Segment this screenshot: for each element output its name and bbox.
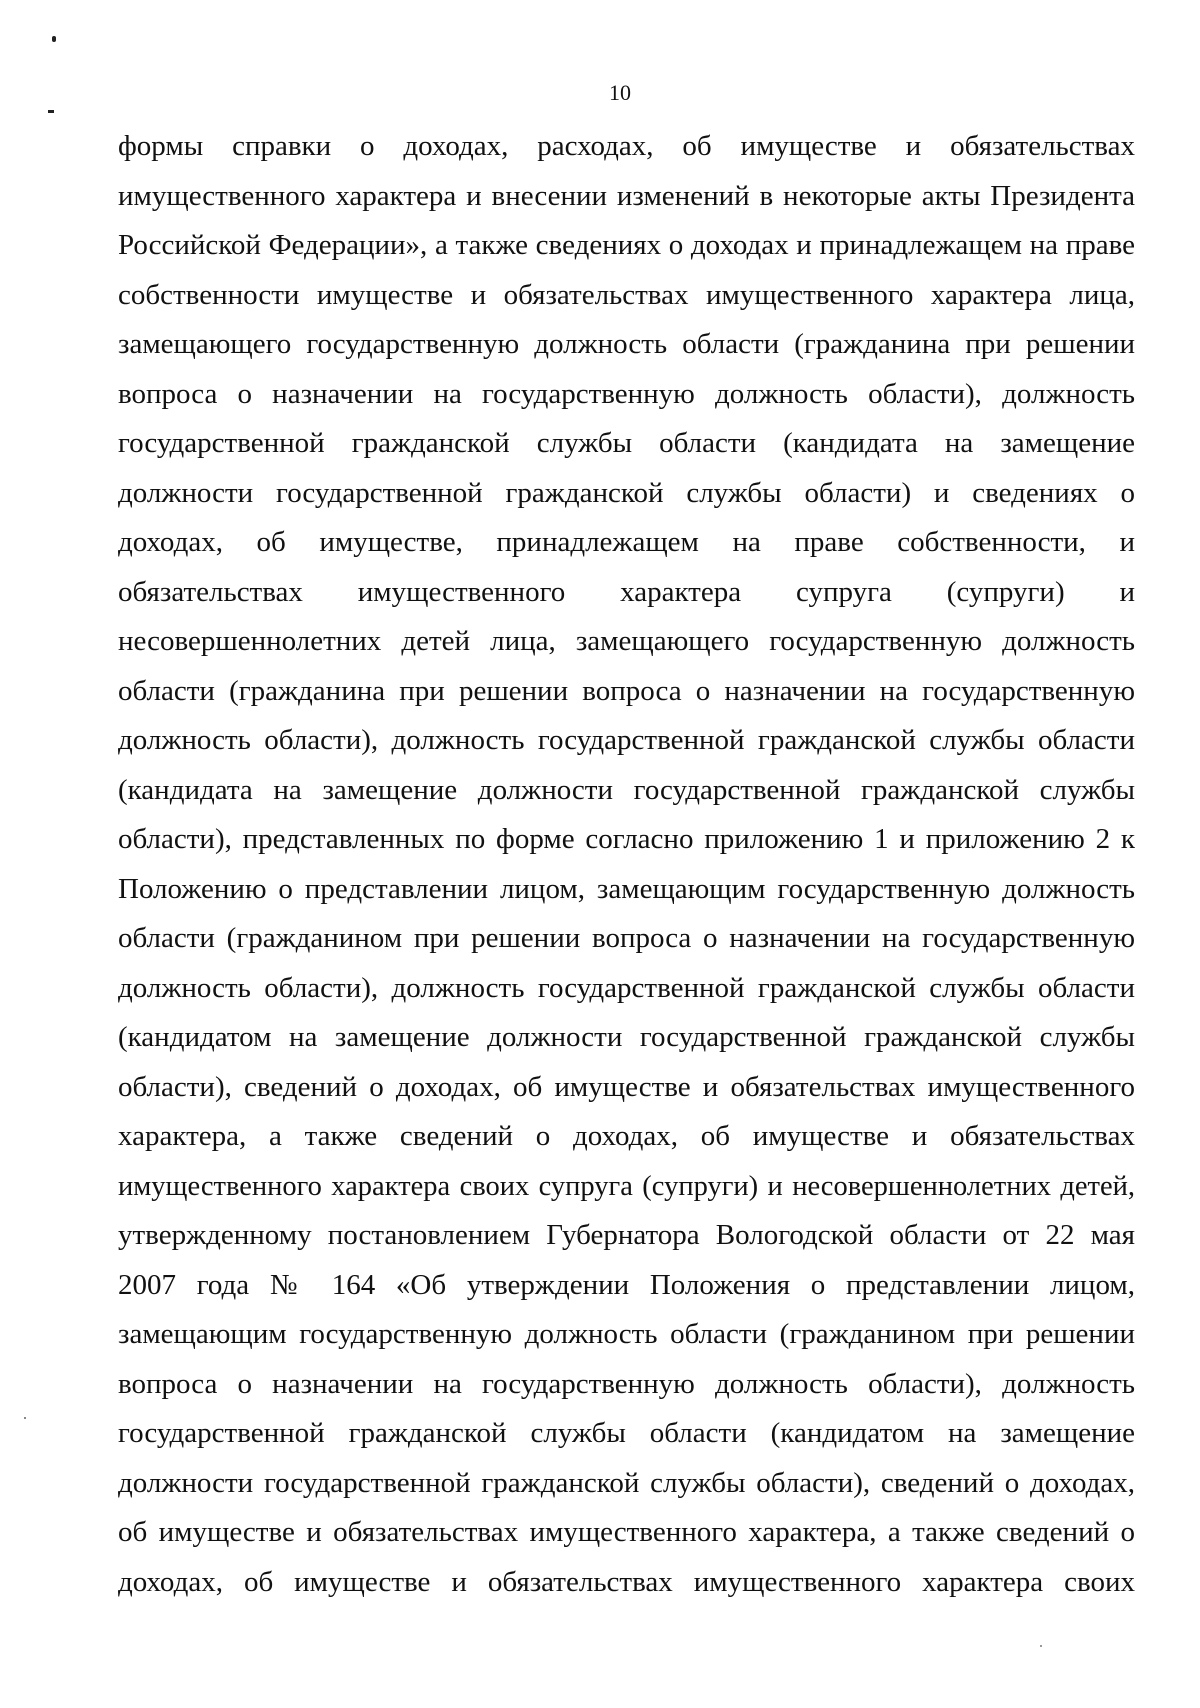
text-line: государственной гражданской службы области (кандидатом на замещение — [118, 1417, 1135, 1449]
text-line: области (гражданина при решении вопроса о назначении на государственную — [118, 674, 1135, 707]
text-line: доходах, об имуществе, принадлежащем на праве собственности, и — [118, 526, 1135, 558]
text-line: собственности имуществе и обязательствах имущественного характера лица, — [118, 278, 1135, 311]
scan-speck — [52, 36, 56, 42]
text-line: должности государственной гражданской службы области), сведений о доходах, — [118, 1466, 1135, 1499]
text-line: имущественного характера и внесении изменений в некоторые акты Президента — [118, 179, 1135, 212]
text-line: характера, а также сведений о доходах, об имуществе и обязательствах — [118, 1120, 1135, 1152]
text-line: утвержденному постановлением Губернатора Вологодской области от 22 мая — [118, 1219, 1135, 1251]
text-line: должность области), должность государственной гражданской службы области — [118, 971, 1135, 1004]
text-line: вопроса о назначении на государственную должность области), должность — [118, 1367, 1135, 1400]
text-line: области), сведений о доходах, об имуществе и обязательствах имущественного — [118, 1070, 1135, 1103]
text-line: вопроса о назначении на государственную должность области), должность — [118, 377, 1135, 410]
body-text — [118, 122, 1135, 1607]
text-line: Российской Федерации», а также сведениях о доходах и принадлежащем на праве — [118, 229, 1135, 261]
scan-speck — [24, 1417, 26, 1419]
scan-speck — [48, 110, 54, 113]
text-line: формы справки о доходах, расходах, об имуществе и обязательствах — [118, 130, 1135, 162]
text-line: Положению о представлении лицом, замещающим государственную должность — [118, 872, 1135, 905]
text-line: замещающим государственную должность области (гражданином при решении — [118, 1318, 1135, 1350]
text-line: государственной гражданской службы области (кандидата на замещение — [118, 427, 1135, 459]
text-line: имущественного характера своих супруга (супруги) и несовершеннолетних детей, — [118, 1170, 1135, 1202]
text-line: должности государственной гражданской службы области) и сведениях о — [118, 476, 1135, 509]
scan-speck — [1040, 1645, 1042, 1647]
text-line: должность области), должность государственной гражданской службы области — [118, 724, 1135, 756]
text-line: (кандидата на замещение должности государственной гражданской службы — [118, 773, 1135, 806]
text-line: замещающего государственную должность области (гражданина при решении — [118, 328, 1135, 360]
text-line: 2007 года № 164 «Об утверждении Положения о представлении лицом, — [118, 1268, 1135, 1301]
text-line: несовершеннолетних детей лица, замещающего государственную должность — [118, 625, 1135, 657]
text-line: обязательствах имущественного характера супруга (супруги) и — [118, 575, 1135, 608]
page-number: 10 — [609, 80, 631, 105]
text-line: области), представленных по форме согласно приложению 1 и приложению 2 к — [118, 823, 1135, 855]
text-line: области (гражданином при решении вопроса о назначении на государственную — [118, 922, 1135, 954]
text-line: (кандидатом на замещение должности государственной гражданской службы — [118, 1021, 1135, 1053]
text-line: об имуществе и обязательствах имущественного характера, а также сведений о — [118, 1516, 1135, 1548]
text-line: доходах, об имуществе и обязательствах имущественного характера своих — [118, 1565, 1135, 1598]
